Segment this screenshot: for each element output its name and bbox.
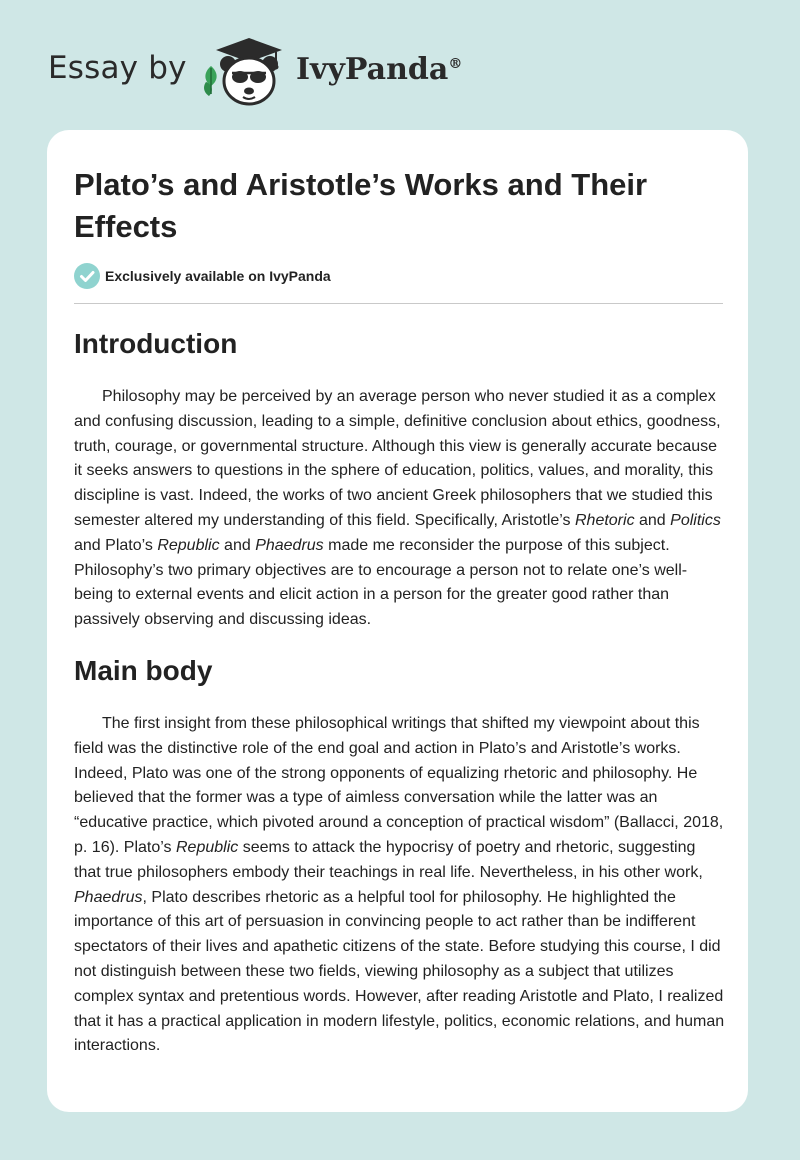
section-heading-main-body: Main body <box>74 655 213 686</box>
essay-title: Plato’s and Aristotle’s Works and Their Effects <box>74 167 648 244</box>
exclusive-badge-text: Exclusively available on IvyPanda <box>105 268 331 284</box>
ivypanda-brand[interactable]: IvyPanda® <box>296 52 463 87</box>
check-circle-icon <box>74 263 100 289</box>
main-body-paragraph: The first insight from these philosophical writings that shifted my viewpoint about this field was the distinctive role of the end goal and action in Plato’s and Aristotle’s works. Indeed, Plato was one of the strong opponents of equalizing rhetoric and philosophy. He believed that the former was a type of aimless conversation while the latter was an “educative practice, which pivoted around a conception of practical wisdom” (Ballacci, 2018, p. 16). Plato’s Republic seems to attack the hypocrisy of poetry and rhetoric, suggesting that true philosophers embody their teachings in real life. Nevertheless, in his other work, Phaedrus, Plato describes rhetoric as a helpful tool for philosophy. He highlighted the importance of this art of persuasion in convincing people to act rather than be indifferent spectators of their lives and apathetic citizens of the state. Before studying this course, I did not distinguish between these two fields, viewing philosophy as a subject that utilizes complex syntax and pretentious words. However, after reading Aristotle and Plato, I realized that it has a practical application in modern lifestyle, politics, economic relations, and human interactions. <box>74 715 725 1055</box>
introduction-paragraph: Philosophy may be perceived by an average person who never studied it as a complex and confusing discussion, leading to a simple, definitive conclusion about ethics, goodness, truth, courage, or governmental structure. Although this view is generally accurate because it seeks answers to questions in the sphere of education, politics, values, and morality, this discipline is vast. Indeed, the works of two ancient Greek philosophers that we studied this semester altered my understanding of this field. Specifically, Aristotle’s Rhetoric and Politics and Plato’s Republic and Phaedrus made me reconsider the purpose of this subject. Philosophy’s two primary objectives are to encourage a person not to relate one’s well-being to external events and elicit action in a person for the greater good rather than passively observing and discussing ideas. <box>74 388 721 629</box>
essay-card <box>47 130 748 1112</box>
essay-by-label: Essay by <box>48 50 187 86</box>
panda-logo-icon <box>212 36 286 110</box>
title-divider <box>74 303 723 304</box>
section-heading-introduction: Introduction <box>74 328 238 359</box>
site-header <box>0 0 800 130</box>
